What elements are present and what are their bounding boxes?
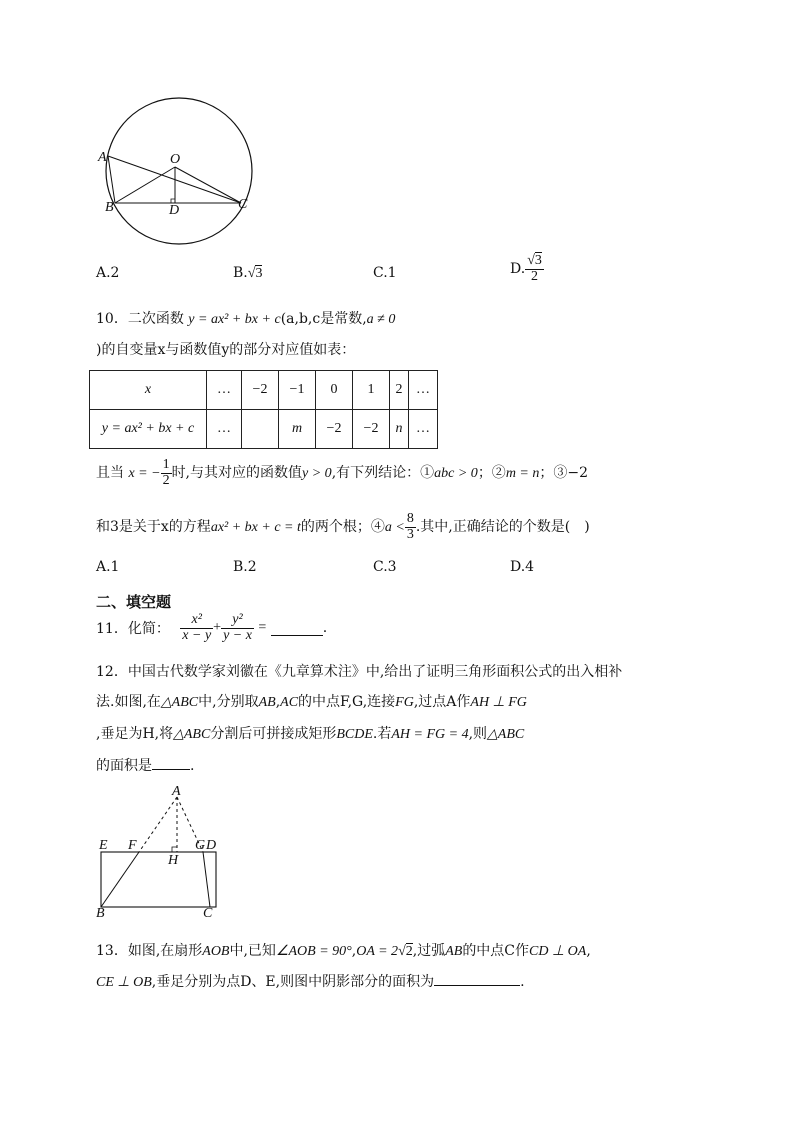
section-heading: 二、填空题 xyxy=(96,593,172,611)
segment-FB xyxy=(101,852,139,907)
label-C: C xyxy=(203,906,213,921)
label-A: A xyxy=(98,150,107,165)
label-B: B xyxy=(105,200,114,215)
label-E: E xyxy=(99,838,108,853)
q12-line2: 法.如图,在△ABC中,分别取AB,AC的中点F,G,连接FG,过点A作AH ⊥ FG xyxy=(96,694,527,710)
label-C: C xyxy=(238,197,248,212)
table-cell: m xyxy=(279,410,316,449)
q11-line: 11．化简： $\frac{\text{x²}}{x - y}$ + $\frac{\text{y²}}{y - x}$ = . xyxy=(96,612,328,643)
table-cell: −2 xyxy=(242,371,279,410)
q12-line1: 12．中国古代数学家刘徽在《九章算术注》中,给出了证明三角形面积公式的出入相补 xyxy=(96,664,623,680)
table-cell: −1 xyxy=(279,371,316,410)
label-A: A xyxy=(172,784,181,799)
table-cell: n xyxy=(390,410,409,449)
label-O: O xyxy=(170,152,181,167)
label-G: G xyxy=(195,838,206,853)
q10-line4: 和3是关于x的方程ax² + bx + c = t的两个根；④a < $\frac{8}{3}$ .其中,正确结论的个数是( ) xyxy=(96,511,590,542)
label-D: D xyxy=(206,838,217,853)
table-row-x xyxy=(90,371,438,410)
right-angle-mark xyxy=(172,847,177,852)
q12-line3: ,垂足为H,将△ABC分割后可拼接成矩形BCDE.若AH = FG = 4,则△ABC xyxy=(96,726,525,742)
table-cell: y = ax² + bx + c xyxy=(90,410,207,449)
table-cell: x xyxy=(90,371,207,410)
circle-outline xyxy=(106,98,252,244)
q9-option-a: A.2 xyxy=(96,265,120,281)
segment-GC xyxy=(203,852,210,907)
table-cell: … xyxy=(409,371,438,410)
table-cell: … xyxy=(207,371,242,410)
q12-answer-blank[interactable] xyxy=(152,755,190,770)
q13-line1: 13．如图,在扇形AOB中,已知∠AOB = 90°,OA = 2√2,过弧AB的中点C作CD ⊥ OA, xyxy=(96,943,591,959)
label-D: D xyxy=(169,203,180,218)
q13-line2: CE ⊥ OB,垂足分别为点D、E,则图中阴影部分的面积为 . xyxy=(96,971,525,991)
segment-OC xyxy=(175,167,241,203)
q12-line4: 的面积是 . xyxy=(96,755,194,775)
label-F: F xyxy=(128,838,137,853)
segment-AB xyxy=(108,156,115,203)
q9-option-b: B.√3 xyxy=(233,265,263,281)
q11-answer-blank[interactable] xyxy=(271,621,323,636)
table-row-y xyxy=(90,410,438,449)
q10-line2: )的自变量x与函数值y的部分对应值如表： xyxy=(96,342,356,358)
q10-option-b: B.2 xyxy=(233,559,257,575)
q10-option-a: A.1 xyxy=(96,559,120,575)
q9-option-d: D. $\frac{√3}{2}$ xyxy=(510,253,542,284)
table-cell: −2 xyxy=(316,410,353,449)
table-cell: … xyxy=(409,410,438,449)
rectangle-BCDE xyxy=(101,852,216,907)
table-cell: 2 xyxy=(390,371,409,410)
q10-option-d: D.4 xyxy=(510,559,535,575)
table-cell: −2 xyxy=(353,410,390,449)
segment-AF-dashed xyxy=(139,797,177,852)
q9-circle-figure xyxy=(95,90,265,260)
label-B: B xyxy=(96,906,105,921)
label-H: H xyxy=(168,853,179,868)
q10-line1: 10．二次函数 y = ax² + bx + c(a,b,c是常数,a ≠ 0 xyxy=(96,311,396,327)
q9-option-c: C.1 xyxy=(373,265,397,281)
segment-OB xyxy=(115,167,175,203)
q10-line3: 且当 x = − $\frac{1}{2}$ 时,与其对应的函数值y > 0,有下列结论：①abc > 0；②m = n；③−2 xyxy=(96,457,589,488)
table-cell: … xyxy=(207,410,242,449)
q10-option-c: C.3 xyxy=(373,559,397,575)
table-cell: 0 xyxy=(316,371,353,410)
table-cell: 1 xyxy=(353,371,390,410)
q13-answer-blank[interactable] xyxy=(434,971,520,986)
table-cell xyxy=(242,410,279,449)
q10-value-table xyxy=(89,370,438,449)
